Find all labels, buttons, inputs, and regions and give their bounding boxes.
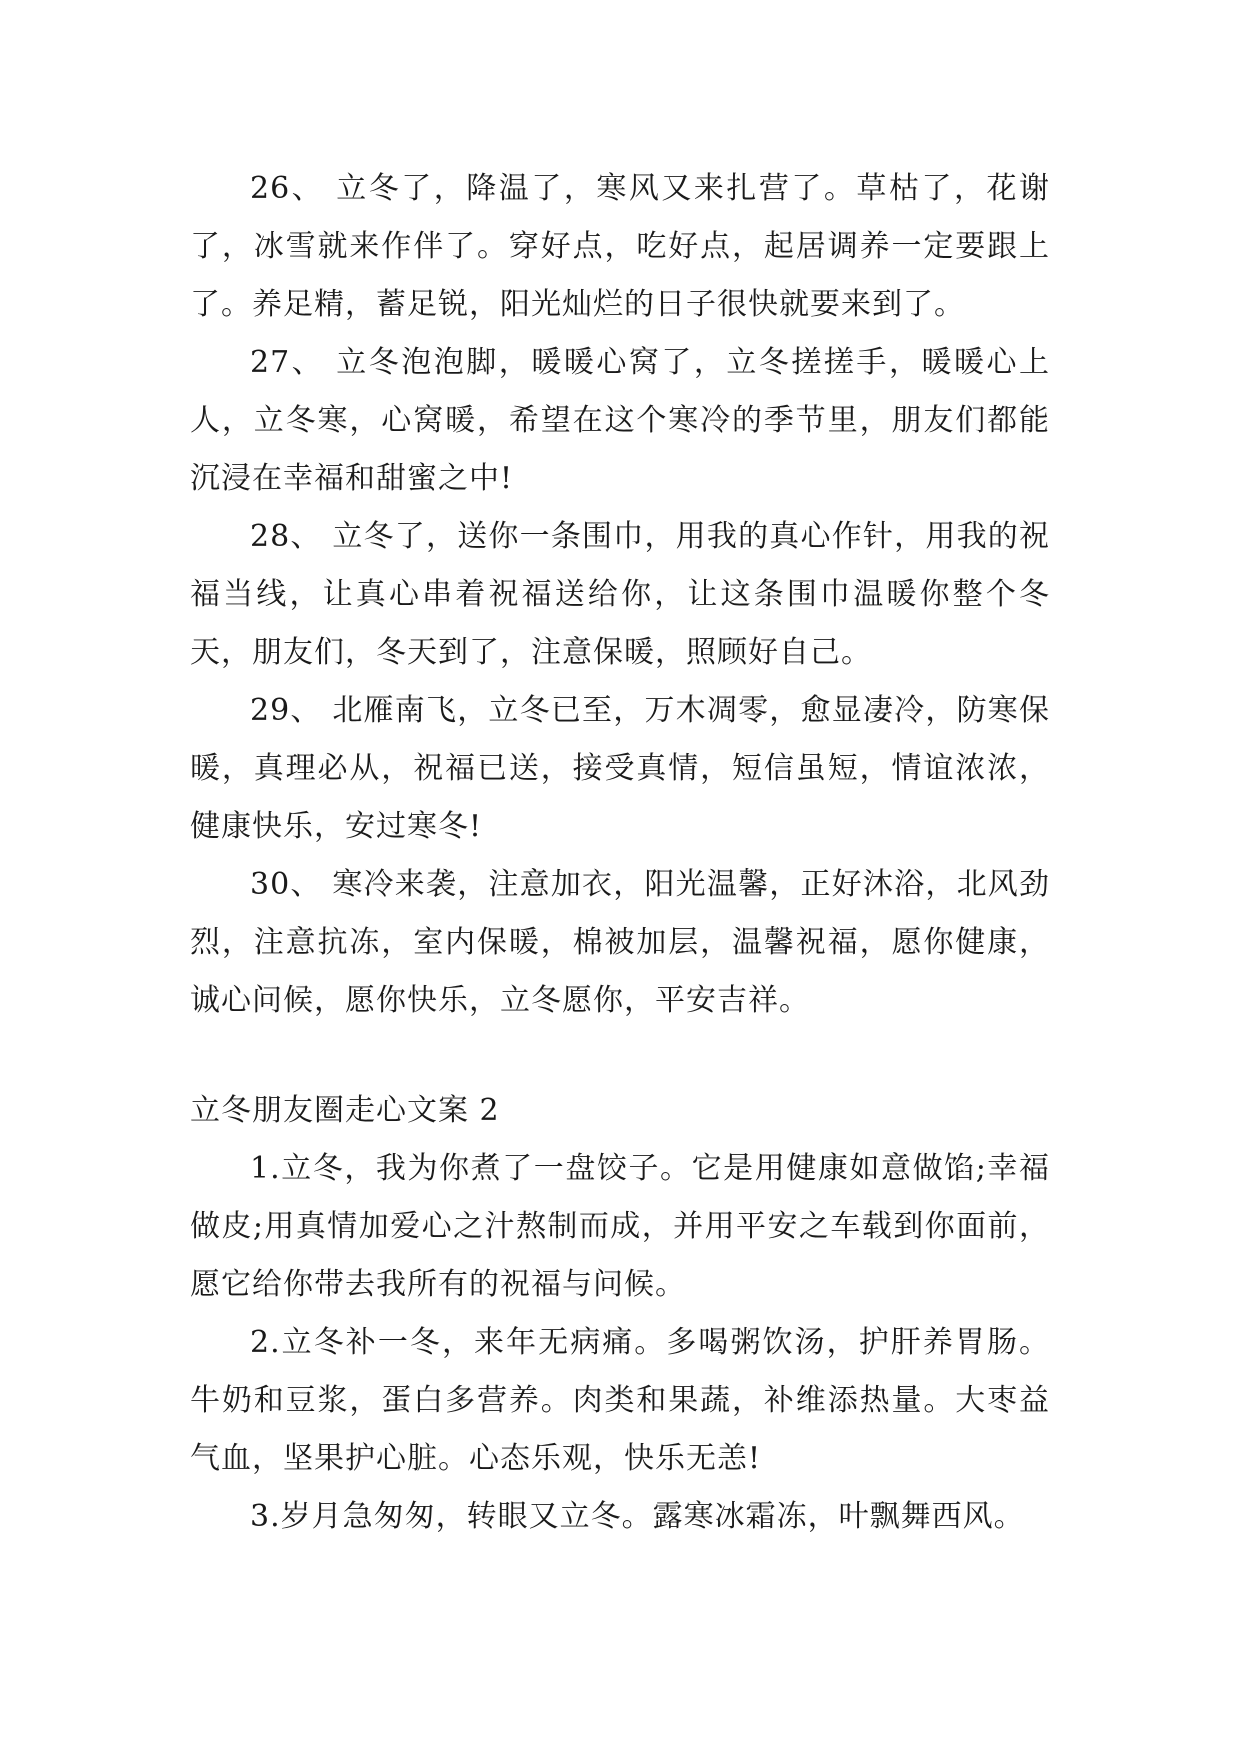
list-item: 28、 立冬了，送你一条围巾，用我的真心作针，用我的祝福当线，让真心串着祝福送给你，让这条围巾温暖你整个冬天，朋友们，冬天到了，注意保暖，照顾好自己。 [190, 519, 1050, 670]
list-item: 1.立冬，我为你煮了一盘饺子。它是用健康如意做馅;幸福做皮;用真情加爱心之汁熬制而成，并用平安之车载到你面前，愿它给你带去我所有的祝福与问候。 [190, 1151, 1050, 1302]
list-item: 3.岁月急匆匆，转眼又立冬。露寒冰霜冻，叶飘舞西风。 [250, 1499, 1025, 1534]
list-item: 29、 北雁南飞，立冬已至，万木凋零，愈显凄冷，防寒保暖，真理必从，祝福已送，接受真情，短信虽短，情谊浓浓，健康快乐，安过寒冬! [190, 693, 1050, 844]
list-item: 30、 寒冷来袭，注意加衣，阳光温馨，正好沐浴，北风劲烈，注意抗冻，室内保暖，棉被加层，温馨祝福，愿你健康，诚心问候，愿你快乐，立冬愿你，平安吉祥。 [190, 867, 1050, 1018]
list-item: 2.立冬补一冬，来年无病痛。多喝粥饮汤，护肝养胃肠。牛奶和豆浆，蛋白多营养。肉类和果蔬，补维添热量。大枣益气血，坚果护心脏。心态乐观，快乐无恙! [190, 1325, 1050, 1476]
section-spacer [190, 1030, 1050, 1082]
list-item: 27、 立冬泡泡脚，暖暖心窝了，立冬搓搓手，暖暖心上人，立冬寒，心窝暖，希望在这个寒冷的季节里，朋友们都能沉浸在幸福和甜蜜之中! [190, 345, 1050, 496]
list-item: 26、 立冬了，降温了，寒风又来扎营了。草枯了，花谢了，冰雪就来作伴了。穿好点，吃好点，起居调养一定要跟上了。养足精，蓄足锐，阳光灿烂的日子很快就要来到了。 [190, 171, 1050, 322]
document-body [190, 160, 1050, 1546]
section-heading: 立冬朋友圈走心文案 2 [190, 1093, 500, 1128]
